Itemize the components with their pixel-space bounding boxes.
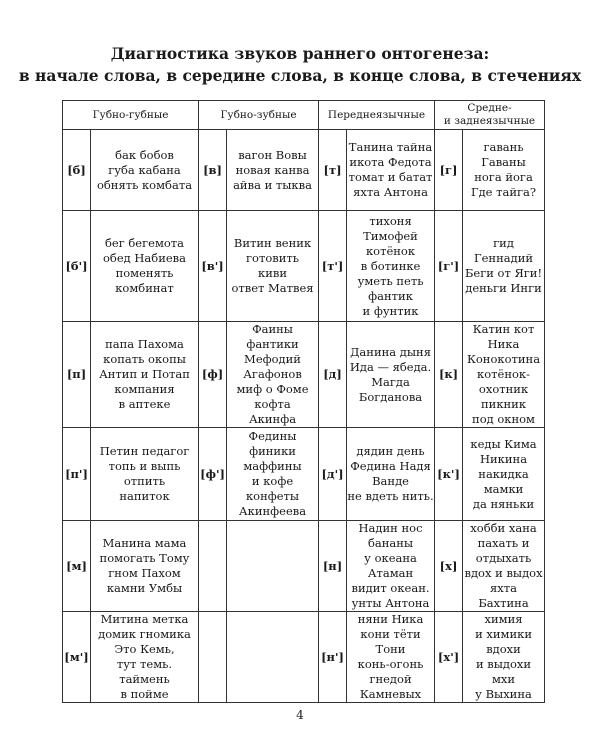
example-phrases (347, 612, 435, 703)
text-line: химия (484, 612, 523, 626)
sound-label: [п] (63, 322, 91, 428)
text-line: да няньки (472, 496, 535, 511)
text-line: Петин педагог (99, 444, 190, 458)
text-line: уметь петь (357, 273, 424, 288)
example-phrases (463, 130, 545, 211)
text-line: домик гномика (98, 627, 191, 641)
sound-label: [г'] (435, 211, 463, 322)
sound-label (199, 612, 227, 703)
header-cell (199, 101, 319, 130)
text-line: гид (493, 236, 514, 250)
example-phrases (227, 322, 319, 428)
text-line: Ника (487, 337, 520, 351)
text-line: отпить (123, 474, 166, 488)
text-line: пикник (481, 397, 527, 411)
text-line: гнедой (369, 672, 412, 686)
example-phrases (227, 130, 319, 211)
text-line: поменять (115, 266, 174, 280)
sound-label: [т'] (319, 211, 347, 322)
sound-label: [х] (435, 521, 463, 612)
text-line: камни Умбы (106, 581, 183, 595)
text-line: Ида — ябеда. (349, 359, 432, 374)
example-phrases (347, 521, 435, 612)
text-line: Ванде (372, 474, 409, 488)
example-phrases (227, 521, 319, 612)
sound-label: [г] (435, 130, 463, 211)
example-phrases (227, 211, 319, 322)
text-line: кофта (254, 397, 291, 411)
text-line: нога йога (474, 170, 533, 184)
text-line: деньги Инги (465, 281, 542, 295)
text-line: хобби хана (470, 521, 537, 535)
text-line: Федины (248, 429, 297, 443)
text-line: у Выхина (475, 687, 532, 701)
text-line: топь и выпь (108, 459, 181, 473)
text-line: яхта (490, 581, 518, 595)
text-line: помогать Тому (99, 551, 190, 565)
text-line: Геннадий (474, 251, 534, 265)
text-line: тут темь. (116, 657, 173, 671)
text-line: и выдохи (475, 657, 532, 671)
text-line: Никина (479, 451, 528, 466)
text-line: тихоня (369, 213, 412, 228)
text-line: под окном (472, 412, 536, 426)
header-cell (63, 101, 199, 130)
text-line: Атаман (367, 566, 414, 580)
text-line: отдыхать (475, 551, 532, 565)
example-phrases (347, 428, 435, 521)
example-phrases (91, 211, 199, 322)
text-line: унты Антона (351, 596, 430, 610)
text-line: папа Пахома (105, 337, 184, 351)
text-line: гавань (483, 140, 524, 154)
text-line: айва и тыква (233, 177, 312, 192)
example-phrases (463, 322, 545, 428)
text-line: Беги от Яги! (464, 266, 543, 280)
text-line: не вдеть нить. (347, 489, 434, 503)
text-line: и химики (475, 627, 532, 641)
sound-label: [б'] (63, 211, 91, 322)
sound-label: [ф'] (199, 428, 227, 521)
text-line: финики (249, 444, 296, 458)
example-phrases (227, 428, 319, 521)
text-line: и заднеязычные (443, 115, 536, 127)
table-body (63, 130, 545, 703)
text-line: Это Кемь, (114, 642, 175, 656)
example-phrases (347, 322, 435, 428)
page-title-line2: в начале слова, в середине слова, в конце слова, в стечениях (18, 66, 582, 85)
text-line: Манина мама (102, 536, 187, 550)
text-line: в аптеке (118, 397, 171, 411)
text-line: няни Ника (357, 612, 424, 626)
text-line: вагон Вовы (238, 147, 307, 162)
text-line: Средне- (467, 102, 512, 114)
text-line: гном Пахом (108, 566, 181, 580)
sound-label: [н] (319, 521, 347, 612)
table-row (63, 428, 545, 521)
table-row (63, 322, 545, 428)
text-line: пахать и (477, 536, 530, 550)
text-line: губа кабана (108, 162, 181, 177)
text-line: мамки (483, 481, 524, 496)
example-phrases (463, 521, 545, 612)
text-line: обед Набиева (103, 251, 186, 265)
example-phrases (227, 612, 319, 703)
text-line: конь-огонь (357, 657, 424, 671)
example-phrases (91, 521, 199, 612)
example-phrases (91, 612, 199, 703)
text-line: у океана (364, 551, 417, 565)
table-row (63, 521, 545, 612)
text-line: котёнок (365, 243, 416, 258)
text-line: таймень (119, 672, 170, 686)
example-phrases (347, 130, 435, 211)
sounds-table (62, 100, 545, 703)
text-line: компания (114, 382, 175, 396)
sound-label: [к'] (435, 428, 463, 521)
page-number: 4 (296, 708, 304, 722)
text-line: Где тайга? (470, 185, 537, 199)
text-line: охотник (478, 382, 529, 396)
text-line: миф о Фоме (236, 382, 309, 396)
text-line: и фунтик (362, 303, 419, 318)
text-line: Танина тайна (348, 140, 433, 154)
sound-label (199, 521, 227, 612)
text-line: в пойме (120, 687, 169, 701)
text-line: киви (258, 266, 288, 280)
text-line: накидка (478, 466, 529, 481)
sound-label: [н'] (319, 612, 347, 703)
table-row (63, 612, 545, 703)
sound-label: [т] (319, 130, 347, 211)
sound-label: [х'] (435, 612, 463, 703)
text-line: яхта Антона (353, 185, 428, 199)
text-line: Надин нос (358, 521, 423, 535)
text-line: Гаваны (481, 155, 526, 169)
sound-label: [м] (63, 521, 91, 612)
text-line: бананы (367, 536, 414, 550)
text-line: бак бобов (115, 147, 174, 162)
text-line: Витин веник (233, 236, 312, 250)
table-row (63, 211, 545, 322)
text-line: бег бегемота (104, 236, 185, 250)
text-line: Федина Надя (350, 459, 431, 473)
text-line: готовить (246, 251, 300, 265)
text-line: вдохи (486, 642, 521, 656)
header-cell (319, 101, 435, 130)
page-title-line1: Диагностика звуков раннего онтогенеза: (110, 44, 490, 63)
text-line: новая канва (235, 162, 310, 177)
text-line: Магда (371, 374, 410, 389)
sound-label: [в'] (199, 211, 227, 322)
text-line: Переднеязычные (327, 108, 426, 121)
text-line: маффины (243, 459, 302, 473)
text-line: ответ Матвея (231, 281, 314, 295)
example-phrases (463, 211, 545, 322)
text-line: Катин кот (472, 322, 535, 336)
text-line: вдох и выдох (464, 566, 543, 580)
text-line: Тони (375, 642, 406, 656)
sound-label: [б] (63, 130, 91, 211)
text-line: икота Федота (349, 155, 432, 169)
text-line: Митина метка (100, 612, 189, 626)
sound-label: [м'] (63, 612, 91, 703)
example-phrases (463, 612, 545, 703)
sound-label: [в] (199, 130, 227, 211)
text-line: Конокотина (466, 352, 541, 366)
example-phrases (91, 322, 199, 428)
sound-label: [к] (435, 322, 463, 428)
text-line: видит океан. (351, 581, 430, 595)
text-line: Акинфеева (238, 504, 307, 518)
text-line: котёнок- (477, 367, 530, 381)
sound-label: [д'] (319, 428, 347, 521)
text-line: Антип и Потап (99, 367, 190, 381)
example-phrases (91, 428, 199, 521)
text-line: напиток (119, 489, 170, 503)
text-line: копать окопы (103, 352, 186, 366)
text-line: Бахтина (478, 596, 529, 610)
text-line: Мефодий (244, 352, 301, 366)
sound-label: [ф] (199, 322, 227, 428)
text-line: Богданова (358, 389, 423, 404)
text-line: Тимофей (363, 228, 418, 243)
text-line: томат и батат (348, 170, 433, 184)
text-line: дядин день (356, 444, 425, 458)
example-phrases (463, 428, 545, 521)
text-line: Фаины (252, 322, 293, 336)
text-line: в ботинке (360, 258, 421, 273)
text-line: фантик (368, 288, 413, 303)
text-line: кони тёти (360, 627, 421, 641)
text-line: Губно-губные (92, 108, 169, 121)
example-phrases (91, 130, 199, 211)
text-line: конфеты (245, 489, 300, 503)
text-line: фантики (246, 337, 299, 351)
text-line: Агафонов (243, 367, 302, 381)
table-header-row (63, 101, 545, 130)
sound-label: [п'] (63, 428, 91, 521)
text-line: Камневых (359, 687, 422, 701)
table-row (63, 130, 545, 211)
text-line: Губно-зубные (220, 108, 297, 121)
sound-label: [д] (319, 322, 347, 428)
header-cell (435, 101, 545, 130)
text-line: обнять комбата (96, 177, 193, 192)
text-line: и кофе (251, 474, 294, 488)
example-phrases (347, 211, 435, 322)
text-line: кеды Кима (470, 436, 537, 451)
text-line: Данина дыня (350, 344, 431, 359)
text-line: мхи (491, 672, 516, 686)
text-line: Акинфа (248, 412, 297, 426)
text-line: комбинат (115, 281, 174, 295)
